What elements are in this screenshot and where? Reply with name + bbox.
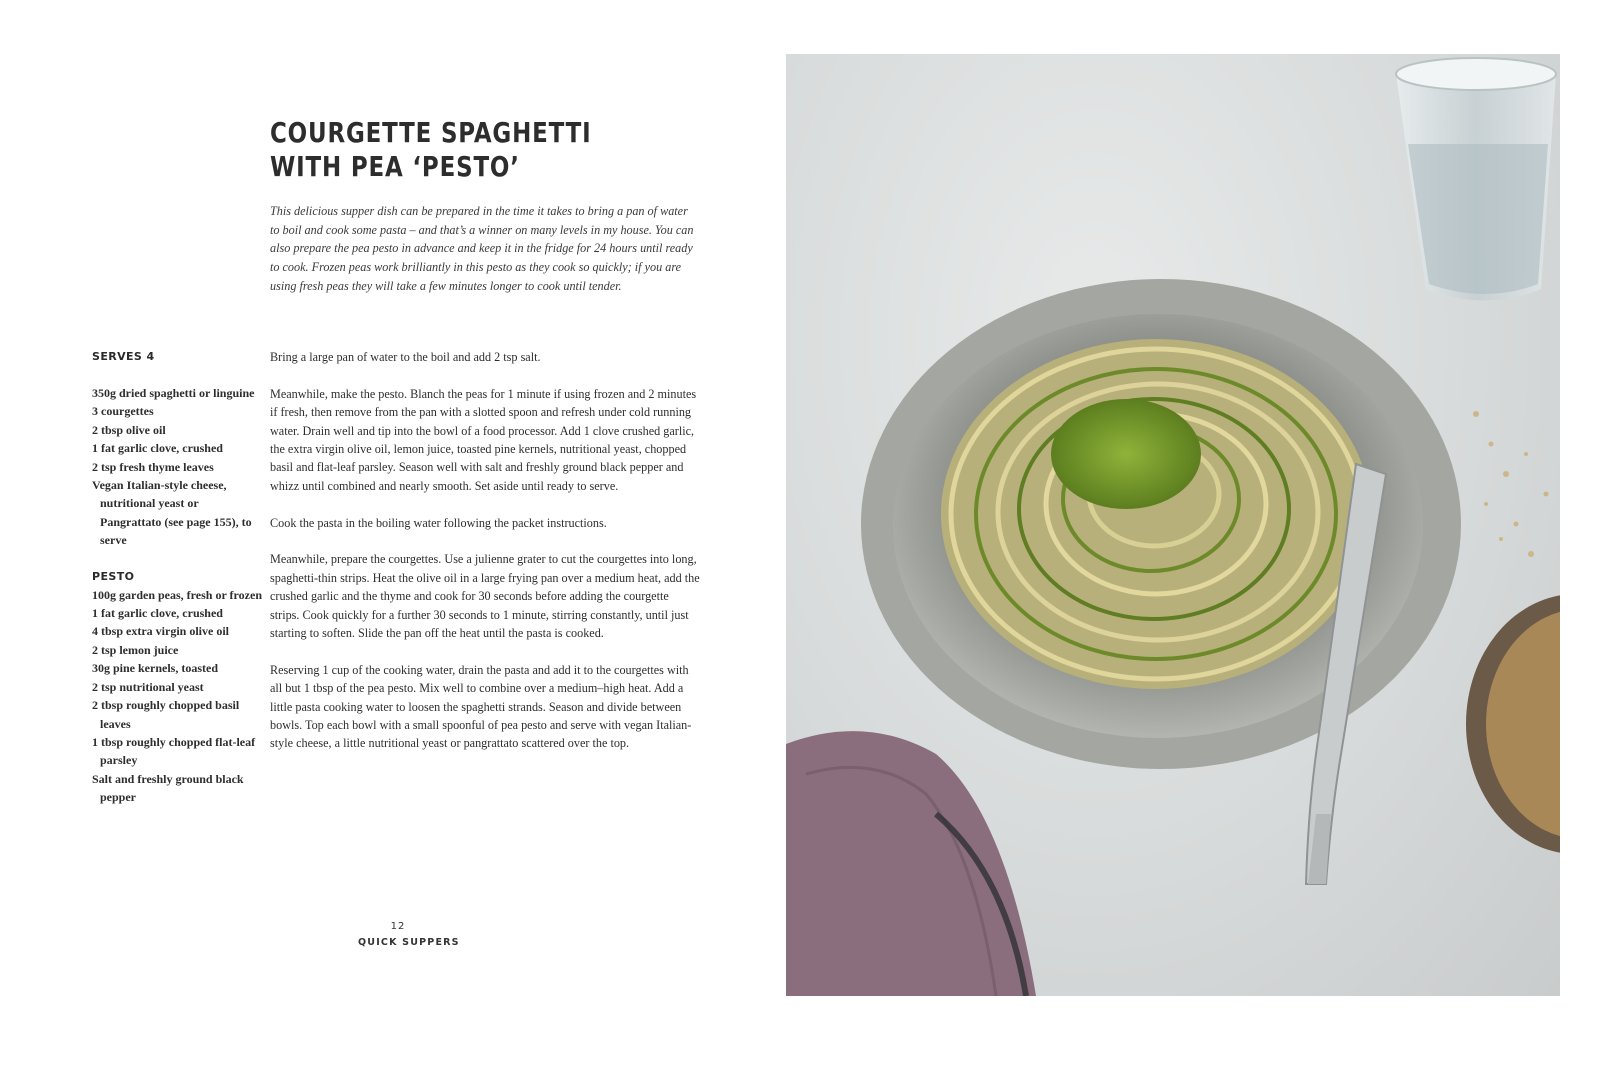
pesto-ingredient-item: 1 tbsp roughly chopped flat-leaf parsley [92, 734, 256, 768]
method-step: Meanwhile, make the pesto. Blanch the peas for 1 minute if using frozen and 2 minutes if fresh, then remove from the pan with a slotted spoon and refresh under cold running water. Drain well and tip into the bowl of a food processor. Add 1 clove crushed garlic, the extra virgin olive oil, lemon juice, toasted pine kernels, nutritional yeast, chopped basil and flat-leaf parsley. Season well with salt and freshly ground black pepper and whizz until combined and nearly smooth. Set aside until ready to serve. [270, 386, 697, 493]
ingredients-column [92, 348, 262, 807]
pesto-heading: PESTO [92, 569, 135, 583]
pesto-ingredient-item: 30g pine kernels, toasted [92, 661, 218, 676]
pesto-ingredient-item: 100g garden peas, fresh or frozen [92, 587, 262, 602]
method-step: Bring a large pan of water to the boil and add 2 tsp salt. [270, 350, 541, 364]
ingredient-item: 3 courgettes [92, 404, 154, 419]
section-name: QUICK SUPPERS [358, 937, 460, 948]
serves-label: SERVES 4 [92, 350, 155, 363]
method-step: Meanwhile, prepare the courgettes. Use a julienne grater to cut the courgettes into long, spaghetti-thin strips. Heat the olive oil in a large frying pan over a medium heat, add the crushed garlic and the thyme and cook for 30 seconds before adding the courgette strips. Cook quickly for a further 30 seconds to 1 minute, stirring constantly, until just starting to soften. Slide the pan off the heat until the pasta is cooked. [270, 552, 700, 641]
ingredient-item: 350g dried spaghetti or linguine [92, 386, 255, 400]
pesto-dollop [1051, 399, 1201, 509]
ingredient-list [92, 384, 262, 550]
ingredient-item: 2 tbsp olive oil [92, 422, 166, 437]
water-glass [1396, 58, 1556, 301]
recipe-photo [786, 54, 1560, 996]
small-bowl [1466, 594, 1560, 854]
napkin [786, 731, 1036, 996]
ingredient-item: 1 fat garlic clove, crushed [92, 441, 223, 456]
recipe-title [270, 116, 614, 184]
pesto-ingredient-item: 1 fat garlic clove, crushed [92, 606, 223, 621]
photo-illustration [786, 54, 1560, 996]
recipe-intro: This delicious supper dish can be prepared in the time it takes to bring a pan of water to boil and cook some pasta – and that’s a winner on many levels in my house. You can also prepare the pea pesto in advance and keep it in the fridge for 24 hours until ready to cook. Frozen peas work brilliantly in this pesto as they cook so quickly; if you are using fresh peas they will take a few minutes longer to cook until tender. [270, 204, 694, 293]
page-footer [358, 920, 460, 952]
method-step: Cook the pasta in the boiling water following the packet instructions. [270, 515, 607, 530]
ingredient-item: Vegan Italian-style cheese, nutritional yeast or Pangrattato (see page 155), to serve [92, 478, 252, 548]
recipe-title-line-2: WITH PEA ‘PESTO’ [270, 150, 520, 183]
breadcrumb-scatter [1473, 411, 1549, 557]
recipe-title-line-1: COURGETTE SPAGHETTI [270, 116, 592, 149]
pesto-ingredient-item: 2 tsp nutritional yeast [92, 679, 204, 694]
pesto-ingredient-list [92, 586, 262, 807]
pesto-ingredient-item: Salt and freshly ground black pepper [92, 771, 244, 805]
pesto-ingredient-item: 2 tbsp roughly chopped basil leaves [92, 698, 240, 731]
recipe-page [0, 0, 790, 1067]
pesto-ingredient-item: 4 tbsp extra virgin olive oil [92, 624, 229, 639]
method-column [270, 348, 700, 771]
ingredient-item: 2 tsp fresh thyme leaves [92, 459, 214, 474]
pesto-ingredient-item: 2 tsp lemon juice [92, 642, 179, 657]
page-number: 12 [390, 921, 406, 932]
pasta-nest [941, 339, 1371, 689]
method-step: Reserving 1 cup of the cooking water, drain the pasta and add it to the courgettes with all but 1 tbsp of the pea pesto. Mix well to combine over a medium–high heat. Add a little pasta cooking water to loosen the spaghetti strands. Season and divide between bowls. Top each bowl with a small spoonful of pea pesto and serve with vegan Italian-style cheese, a little nutritional yeast or pangrattato scattered over the top. [270, 662, 692, 751]
